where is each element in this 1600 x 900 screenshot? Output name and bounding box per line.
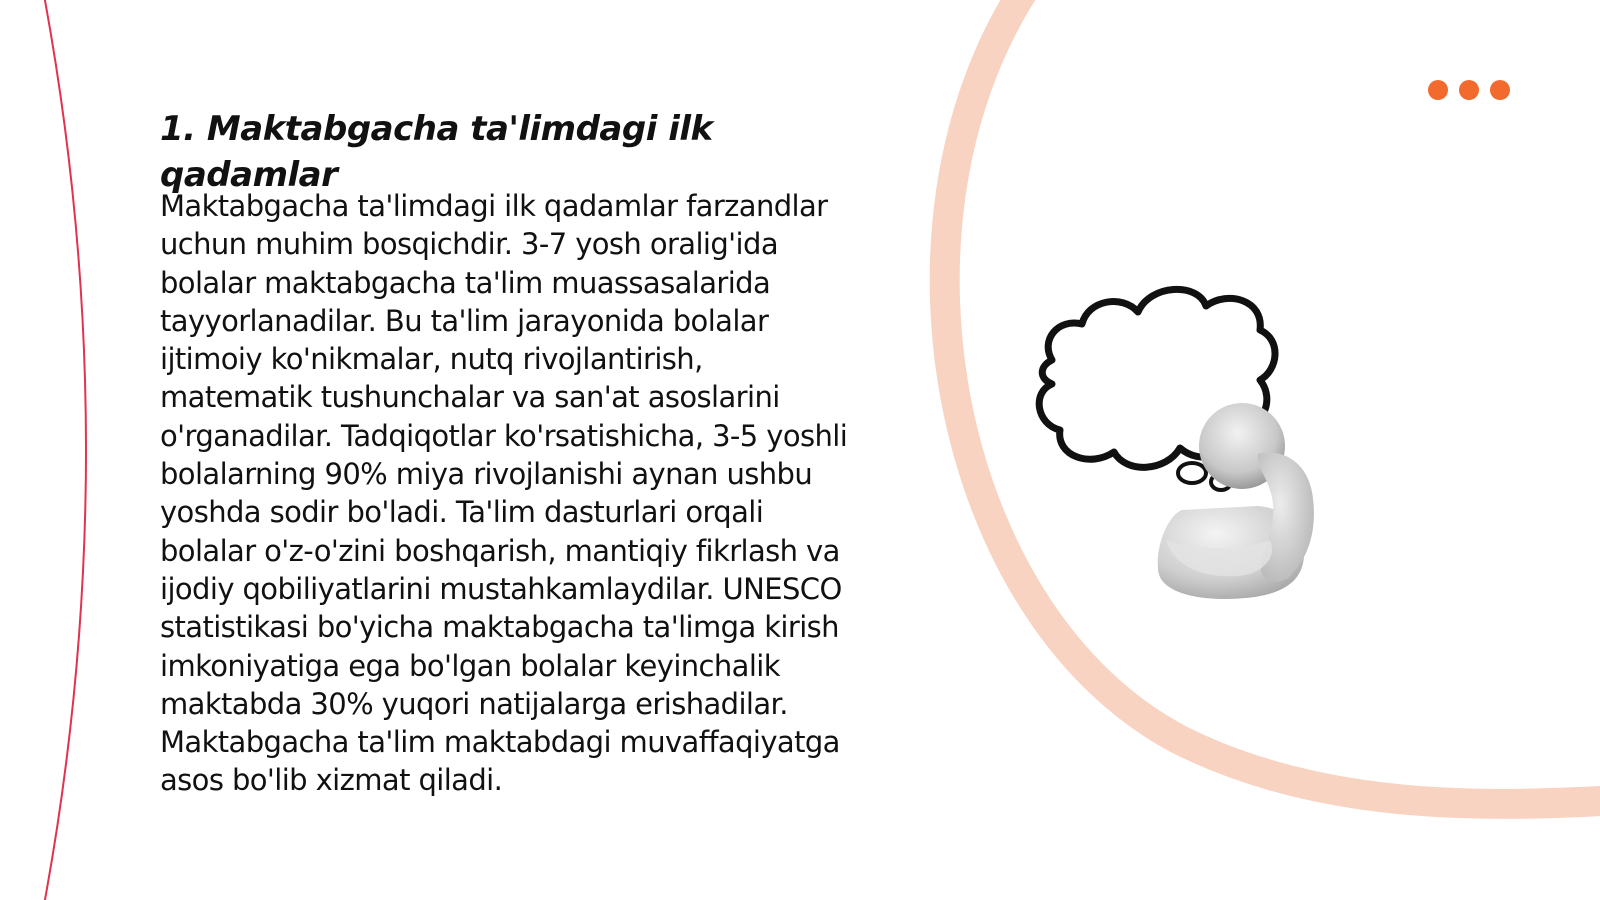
orange-dots-icon <box>1428 80 1510 100</box>
dot <box>1459 80 1479 100</box>
slide-title: 1. Maktabgacha ta'limdagi ilk qadamlar <box>160 109 713 195</box>
slide-body-text: Maktabgacha ta'limdagi ilk qadamlar farzandlar uchun muhim bosqichdir. 3-7 yosh oralig'ida bolalar maktabgacha ta'lim muassasalarida tayyorlanadilar. Bu ta'lim jarayonida bolalar ijtimoiy ko'nikmalar, nutq rivojlantirish, matematik tushunchalar va san'at asoslarini o'rganadilar. Tadqiqotlar ko'rsatishicha, 3-5 yoshli bolalarning 90% miya rivojlanishi aynan ushbu yoshda sodir bo'ladi. Ta'lim dasturlari orqali bolalar o'z-o'zini boshqarish, mantiqiy fikrlash va ijodiy qobiliyatlarini mustahkamlaydilar. UNESCO statistikasi bo'yicha maktabgacha ta'limga kirish imkoniyatiga ega bo'lgan bolalar keyinchalik maktabda 30% yuqori natijalarga erishadilar. Maktabgacha ta'lim maktabdagi muvaffaqiyatga asos bo'lib xizmat qiladi. <box>160 189 848 798</box>
dot <box>1428 80 1448 100</box>
dot <box>1490 80 1510 100</box>
thinking-person-icon <box>1030 278 1350 618</box>
left-curve-line <box>44 0 86 900</box>
